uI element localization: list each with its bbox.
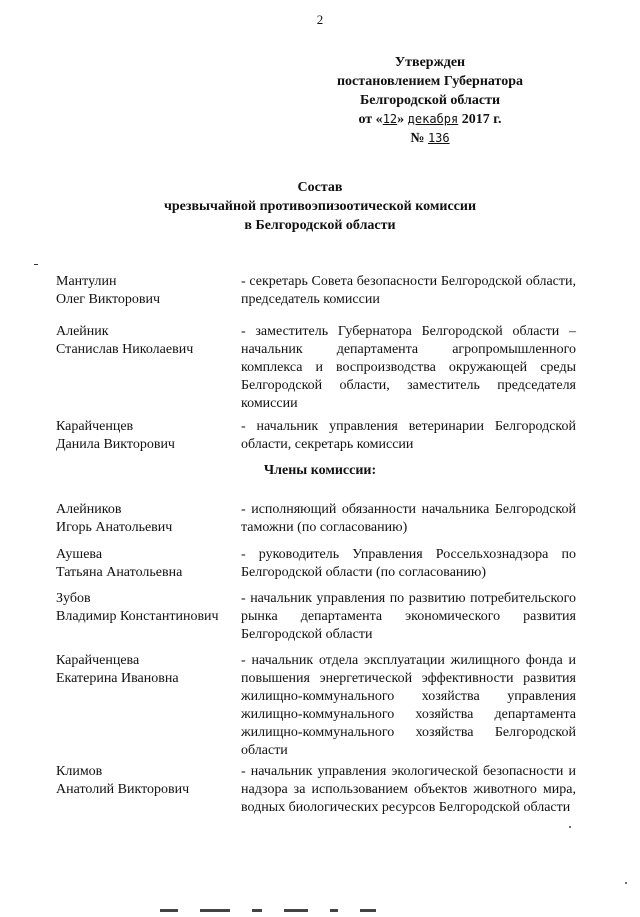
- member-name: [56, 652, 236, 688]
- member-given-name: Игорь Анатольевич: [56, 520, 173, 535]
- date-month: декабря: [407, 112, 459, 126]
- member-role: - руководитель Управления Россельхознадзора по Белгородской области (по согласованию): [241, 547, 576, 580]
- member-role: - исполняющий обязанности начальника Белгородской таможни (по согласованию): [241, 502, 576, 535]
- member-given-name: Олег Викторович: [56, 292, 161, 307]
- date-prefix: от «: [358, 112, 383, 127]
- member-given-name: Владимир Константинович: [56, 609, 219, 624]
- member-given-name: Екатерина Ивановна: [56, 671, 179, 686]
- member-surname: Карайченцева: [56, 653, 140, 668]
- approval-number: [320, 129, 540, 148]
- approval-line-region: Белгородской области: [359, 93, 501, 108]
- member-role: - начальник управления экологической безопасности и надзора за использованием объектов животного мира, водных биологических ресурсов Белгородской области: [241, 764, 576, 815]
- member-name: [56, 546, 236, 582]
- number-prefix: №: [410, 131, 428, 146]
- member-given-name: Данила Викторович: [56, 437, 175, 452]
- member-role: - начальник управления по развитию потребительского рынка департамента экономического развития Белгородской области: [241, 591, 576, 642]
- approval-line-approved: Утвержден: [394, 55, 466, 70]
- member-role: - начальник отдела эксплуатации жилищного фонда и повышения энергетической эффективности развития жилищно-коммунального хозяйства управления жилищно-коммунального хозяйства департамента жилищно-коммунального хозяйства Белгородской области: [241, 653, 576, 758]
- title-line-3: в Белгородской области: [244, 218, 396, 233]
- date-year: 2017 г.: [458, 112, 502, 127]
- member-given-name: Анатолий Викторович: [56, 782, 190, 797]
- next-page-bleed: [160, 899, 520, 903]
- scan-speck: [569, 826, 571, 828]
- decree-number: 136: [427, 131, 450, 145]
- margin-mark: [34, 264, 38, 265]
- scan-speck: [625, 882, 627, 884]
- member-surname: Аушева: [56, 547, 103, 562]
- member-name: [56, 763, 236, 799]
- member-role: - заместитель Губернатора Белгородской области – начальник департамента агропромышленного комплекса и воспроизводства окружающей среды Белгородской области, заместитель председателя комиссии: [241, 324, 576, 411]
- date-day: 12: [382, 112, 398, 126]
- member-name: [56, 590, 236, 626]
- member-surname: Зубов: [56, 591, 91, 606]
- member-surname: Алейников: [56, 502, 122, 517]
- title-line-2: чрезвычайной противоэпизоотической комиссии: [163, 199, 477, 214]
- member-given-name: Станислав Николаевич: [56, 342, 194, 357]
- approval-stamp: [320, 53, 540, 148]
- approval-line-decree: постановлением Губернатора: [336, 74, 524, 89]
- member-surname: Мантулин: [56, 274, 117, 289]
- member-name: [56, 273, 236, 309]
- member-name: [56, 323, 236, 359]
- member-role: - секретарь Совета безопасности Белгородской области, председатель комиссии: [241, 274, 576, 307]
- member-given-name: Татьяна Анатольевна: [56, 565, 183, 580]
- document-title: [0, 178, 640, 235]
- member-name: [56, 501, 236, 537]
- member-surname: Климов: [56, 764, 103, 779]
- member-role: - начальник управления ветеринарии Белгородской области, секретарь комиссии: [241, 419, 576, 452]
- member-surname: Карайченцев: [56, 419, 134, 434]
- title-line-1: Состав: [297, 180, 343, 195]
- member-name: [56, 418, 236, 454]
- approval-date: [320, 110, 540, 129]
- date-mid: »: [397, 112, 408, 127]
- member-surname: Алейник: [56, 324, 109, 339]
- page-number: 2: [316, 12, 324, 27]
- members-heading: Члены комиссии:: [263, 463, 377, 478]
